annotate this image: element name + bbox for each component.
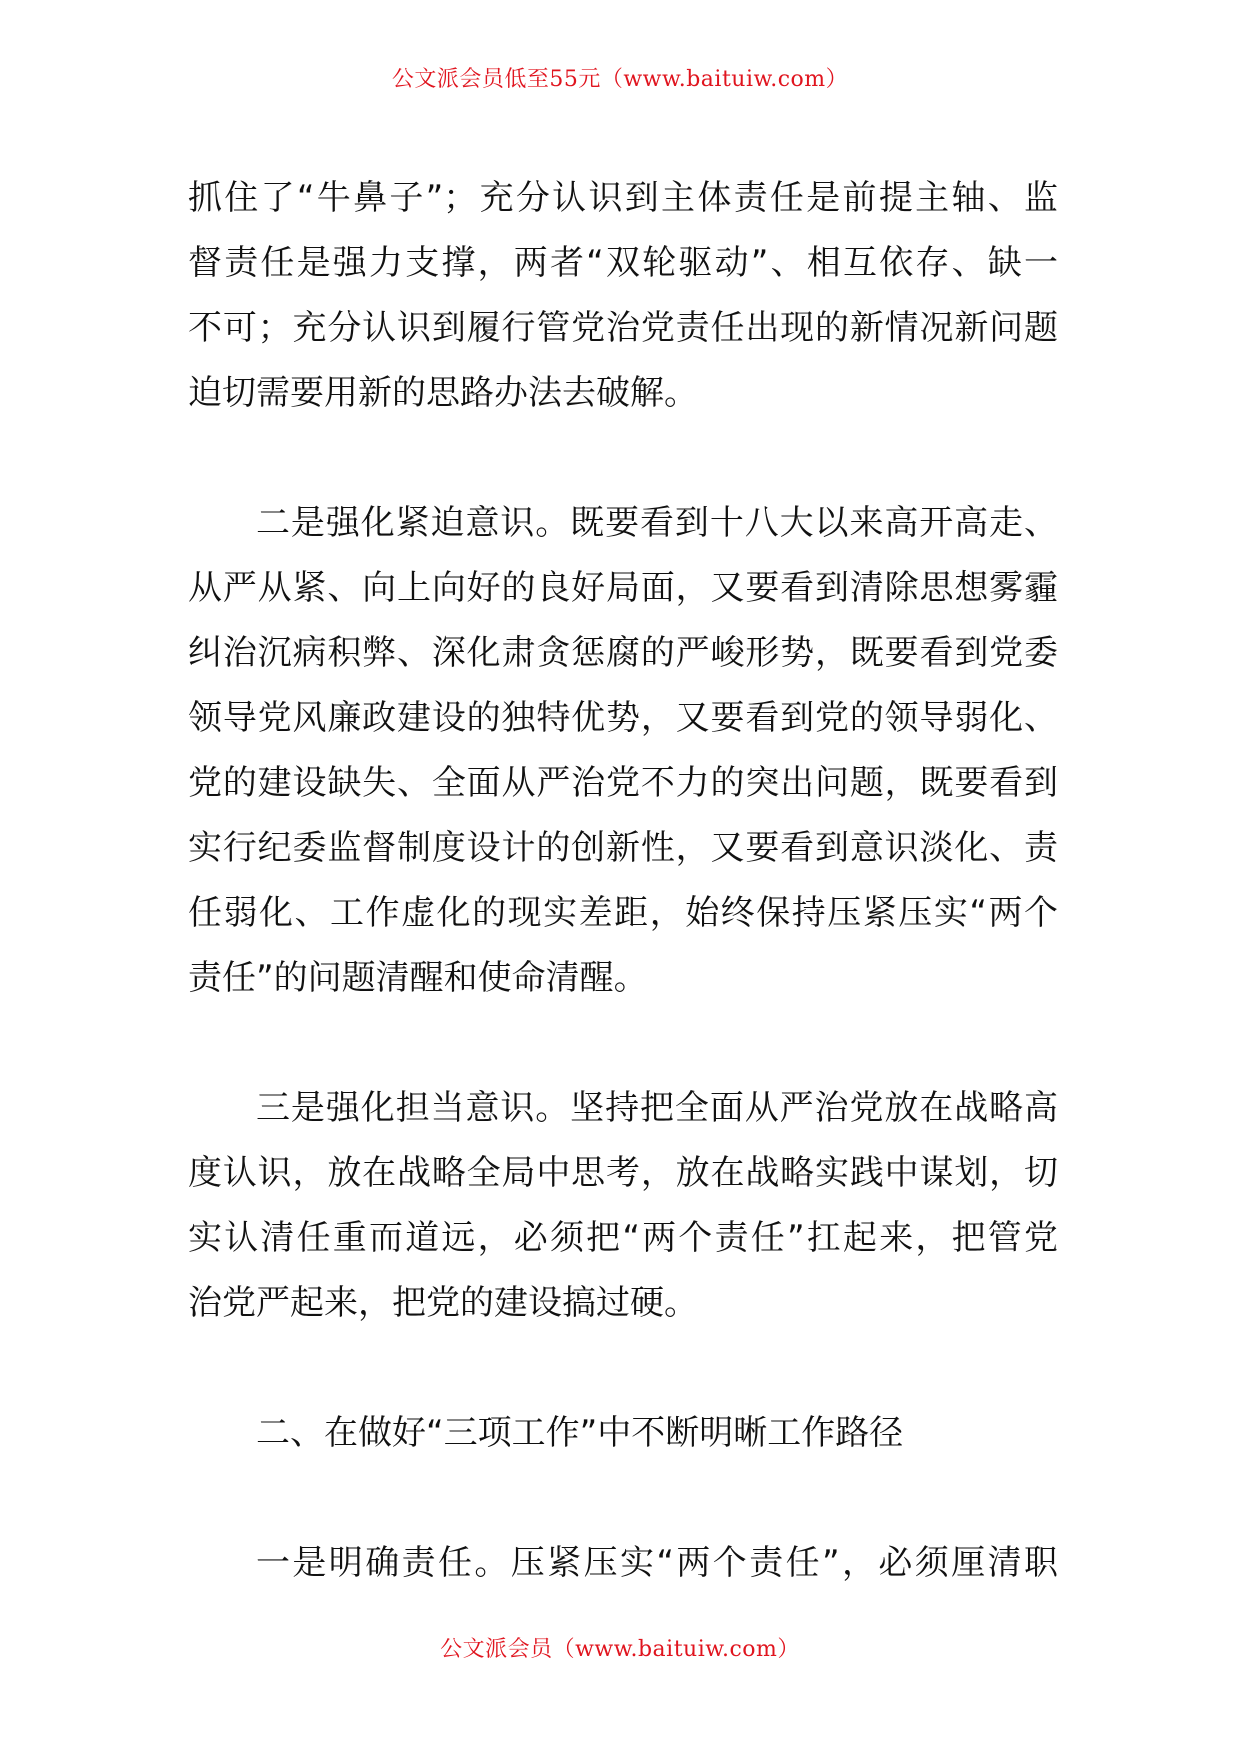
text-line: 三是强化担当意识。坚持把全面从严治党放在战略高 xyxy=(256,1088,1058,1128)
text-line: 迫切需要用新的思路办法去破解。 xyxy=(188,373,698,413)
text-line: 党的建设缺失、全面从严治党不力的突出问题，既要看到 xyxy=(188,763,1058,803)
paragraph-spacer xyxy=(188,426,1058,491)
text-line: 一是明确责任。压紧压实“两个责任”，必须厘清职 xyxy=(256,1543,1058,1583)
document-body xyxy=(188,166,1058,1596)
footer-watermark-banner: 公文派会员（www.baituiw.com） xyxy=(440,1637,800,1662)
paragraph-spacer xyxy=(188,1336,1058,1401)
paragraph-1 xyxy=(188,166,1058,426)
section-heading xyxy=(188,1401,1058,1466)
heading-line: 二、在做好“三项工作”中不断明晰工作路径 xyxy=(256,1413,904,1453)
text-line: 纠治沉病积弊、深化肃贪惩腐的严峻形势，既要看到党委 xyxy=(188,633,1058,673)
text-line: 治党严起来，把党的建设搞过硬。 xyxy=(188,1283,698,1323)
text-line: 实认清任重而道远，必须把“两个责任”扛起来，把管党 xyxy=(188,1218,1058,1258)
text-line: 任弱化、工作虚化的现实差距，始终保持压紧压实“两个 xyxy=(188,893,1058,933)
paragraph-4 xyxy=(188,1531,1058,1596)
text-line: 督责任是强力支撑，两者“双轮驱动”、相互依存、缺一 xyxy=(188,243,1058,283)
paragraph-2 xyxy=(188,491,1058,1011)
paragraph-spacer xyxy=(188,1466,1058,1531)
text-line: 从严从紧、向上向好的良好局面，又要看到清除思想雾霾 xyxy=(188,568,1058,608)
paragraph-spacer xyxy=(188,1011,1058,1076)
text-line: 责任”的问题清醒和使命清醒。 xyxy=(188,958,648,998)
text-line: 不可；充分认识到履行管党治党责任出现的新情况新问题 xyxy=(188,308,1058,348)
text-line: 二是强化紧迫意识。既要看到十八大以来高开高走、 xyxy=(256,503,1058,543)
header-watermark-banner: 公文派会员低至55元（www.baituiw.com） xyxy=(391,67,849,92)
text-line: 实行纪委监督制度设计的创新性，又要看到意识淡化、责 xyxy=(188,828,1058,868)
paragraph-3 xyxy=(188,1076,1058,1336)
text-line: 度认识，放在战略全局中思考，放在战略实践中谋划，切 xyxy=(188,1153,1058,1193)
text-line: 抓住了“牛鼻子”；充分认识到主体责任是前提主轴、监 xyxy=(188,178,1058,218)
text-line: 领导党风廉政建设的独特优势，又要看到党的领导弱化、 xyxy=(188,698,1058,738)
